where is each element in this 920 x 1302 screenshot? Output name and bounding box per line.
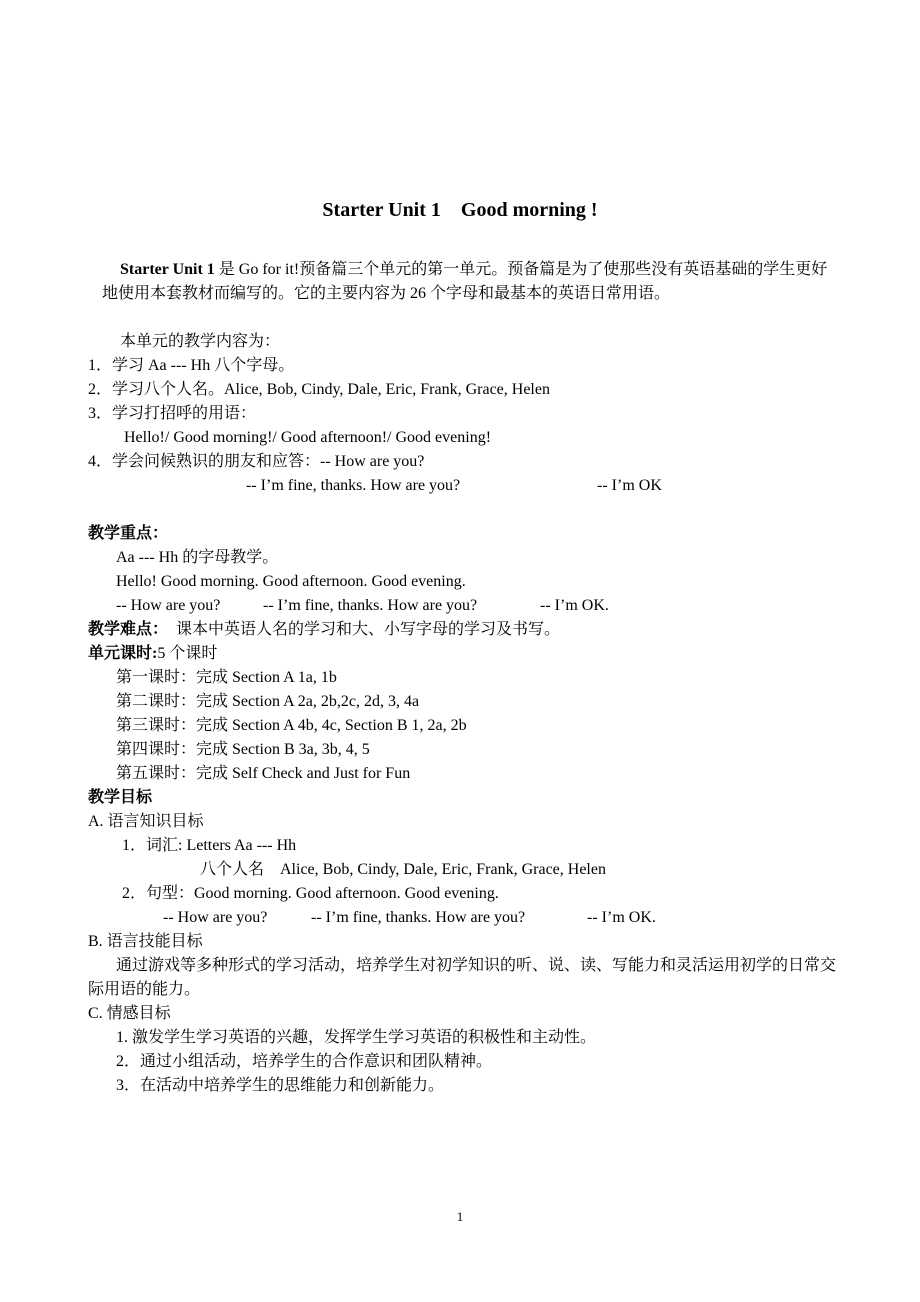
objective-a2-line: -- I’m fine, thanks. How are you? (311, 909, 526, 926)
objective-b-heading: B. 语言技能目标 (88, 933, 203, 950)
content-item: -- I’m OK (597, 477, 662, 494)
period-item: 第四课时：完成 Section B 3a, 3b, 4, 5 (116, 741, 370, 758)
objective-a-heading: A. 语言知识目标 (88, 813, 204, 830)
key-point-line: -- I’m OK. (540, 597, 609, 614)
page-title: Starter Unit 1 Good morning ! (322, 199, 598, 221)
objectives-heading: 教学目标 (88, 789, 153, 806)
objective-a2-line: -- How are you? (163, 909, 268, 926)
objective-c-item: 3．在活动中培养学生的思维能力和创新能力。 (116, 1077, 445, 1094)
objective-b-text: 通过游戏等多种形式的学习活动，培养学生对初学知识的听、说、读、写能力和灵活运用初学的日常交际用语的能力。 (88, 957, 837, 998)
period-item: 第五课时：完成 Self Check and Just for Fun (116, 765, 411, 782)
objective-a2-line: -- I’m OK. (587, 909, 656, 926)
content-item: 4．学会问候熟识的朋友和应答：-- How are you? (88, 453, 425, 470)
objective-a2: 2．句型：Good morning. Good afternoon. Good evening. (122, 885, 499, 902)
intro-paragraph (102, 258, 838, 306)
key-point-line: Aa --- Hh 的字母教学。 (116, 549, 279, 566)
content-item: -- I’m fine, thanks. How are you? (246, 477, 461, 494)
difficult-points-heading: 教学难点： (88, 621, 161, 638)
objective-c-item: 2．通过小组活动，培养学生的合作意识和团队精神。 (116, 1053, 493, 1070)
periods-heading: 单元课时: (88, 645, 158, 662)
key-points-heading: 教学重点： (88, 525, 169, 542)
key-point-line: Hello! Good morning. Good afternoon. Good evening. (116, 573, 466, 590)
objective-c-heading: C. 情感目标 (88, 1005, 171, 1022)
period-item: 第二课时：完成 Section A 2a, 2b,2c, 2d, 3, 4a (116, 693, 420, 710)
periods (88, 642, 217, 666)
content-item: 1．学习 Aa --- Hh 八个字母。 (88, 357, 295, 374)
period-item: 第一课时：完成 Section A 1a, 1b (116, 669, 337, 686)
objective-c-item: 1. 激发学生学习英语的兴趣，发挥学生学习英语的积极性和主动性。 (116, 1029, 597, 1046)
content-item: Hello!/ Good morning!/ Good afternoon!/ Good evening! (124, 429, 492, 446)
intro-lead: Starter Unit 1 (120, 261, 215, 278)
key-point-line: -- How are you? (116, 597, 221, 614)
periods-count: 5 个课时 (157, 645, 218, 662)
content-heading: 本单元的教学内容为： (120, 333, 281, 350)
period-item: 第三课时：完成 Section A 4b, 4c, Section B 1, 2a, 2b (116, 717, 467, 734)
difficult-points (88, 618, 560, 642)
key-point-line: -- I’m fine, thanks. How are you? (263, 597, 478, 614)
difficult-points-text: 课本中英语人名的学习和大、小写字母的学习及书写。 (176, 621, 561, 638)
content-item: 3．学习打招呼的用语： (88, 405, 257, 422)
objective-a1: 1．词汇: Letters Aa --- Hh (122, 837, 297, 854)
content-item: 2．学习八个人名。Alice, Bob, Cindy, Dale, Eric, Frank, Grace, Helen (88, 381, 550, 398)
objective-a1-names: 八个人名 Alice, Bob, Cindy, Dale, Eric, Frank, Grace, Helen (200, 861, 606, 878)
page-number: 1 (456, 1209, 464, 1224)
intro-text: 是 Go for it!预备篇三个单元的第一单元。预备篇是为了使那些没有英语基础的学生更好地使用本套教材而编写的。它的主要内容为 26 个字母和最基本的英语日常用语。 (102, 261, 828, 302)
